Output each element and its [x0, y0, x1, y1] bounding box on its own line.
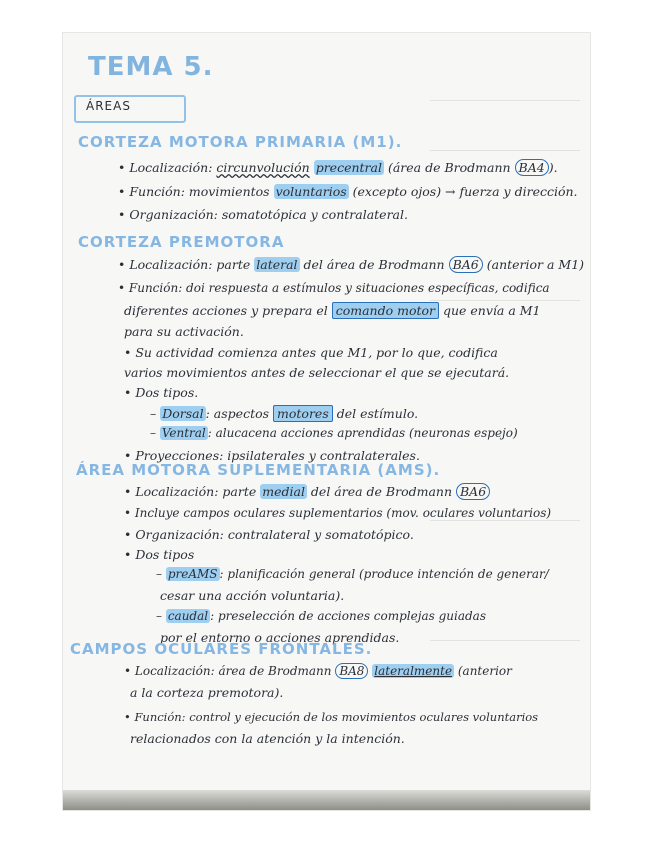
ams-caudal-2: por el entorno o acciones aprendidas.: [160, 630, 400, 645]
pm-proyecciones: • Proyecciones: ipsilaterales y contralaterales.: [124, 448, 420, 463]
page-shadow: [63, 790, 590, 810]
bleed-line: [430, 300, 580, 301]
ams-organizacion: • Organización: contralateral y somatotópico.: [124, 527, 414, 542]
pm-funcion-1: • Función: doi respuesta a estímulos y situaciones específicas, codifica: [118, 281, 550, 295]
pm-funcion-2: diferentes acciones y prepara el comando motor que envía a M1: [124, 303, 541, 318]
ams-preams: – preAMS : planificación general (produce intención de generar/: [156, 567, 549, 581]
ams-dos-tipos: • Dos tipos: [124, 547, 195, 562]
cof-funcion-1: • Función: control y ejecución de los movimientos oculares voluntarios: [124, 710, 539, 724]
section-heading-m1: CORTEZA MOTORA PRIMARIA (M1).: [78, 133, 403, 151]
cof-localizacion-2: a la corteza premotora).: [130, 685, 284, 700]
ba6-tag: BA6: [449, 256, 483, 273]
pm-actividad-1: • Su actividad comienza antes que M1, por lo que, codifica: [124, 345, 498, 360]
section-heading-cof: CAMPOS OCULARES FRONTALES.: [70, 640, 373, 658]
ams-preams-2: cesar una acción voluntaria).: [160, 588, 345, 603]
pm-funcion-3: para su activación.: [124, 324, 244, 339]
m1-localizacion: • Localización: circunvolución precentral (área de Brodmann BA4 ).: [118, 160, 558, 175]
ba8-tag: BA8: [335, 663, 368, 679]
section-heading-ams: ÁREA MOTORA SUPLEMENTARIA (AMS).: [76, 461, 441, 479]
m1-organizacion: • Organización: somatotópica y contralateral.: [118, 207, 408, 222]
cof-localizacion: • Localización: área de Brodmann BA8 lateralmente (anterior: [124, 664, 512, 678]
pm-ventral: – Ventral : alucacena acciones aprendidas (neuronas espejo): [150, 426, 518, 440]
m1-funcion: • Función: movimientos voluntarios (excepto ojos) → fuerza y dirección.: [118, 184, 578, 199]
bleed-line: [430, 100, 580, 101]
page-title: TEMA 5.: [88, 52, 214, 82]
pm-dos-tipos: • Dos tipos.: [124, 385, 199, 400]
ba6-tag-ams: BA6: [456, 483, 490, 500]
bleed-line: [430, 150, 580, 151]
bleed-line: [430, 640, 580, 641]
bleed-line: [430, 520, 580, 521]
pm-localizacion: • Localización: parte lateral del área de Brodmann BA6 (anterior a M1): [118, 257, 585, 272]
pm-actividad-2: varios movimientos antes de seleccionar el que se ejecutará.: [124, 365, 510, 380]
pm-dorsal: – Dorsal : aspectos motores del estímulo.: [150, 406, 419, 421]
ams-caudal: – caudal : preselección de acciones complejas guiadas: [156, 609, 486, 623]
ba4-tag: BA4: [515, 159, 549, 176]
ams-incluye: • Incluye campos oculares suplementarios (mov. oculares voluntarios): [124, 506, 552, 520]
ams-localizacion: • Localización: parte medial del área de Brodmann BA6: [124, 484, 490, 499]
cof-funcion-2: relacionados con la atención y la intención.: [130, 731, 405, 746]
section-heading-premotora: CORTEZA PREMOTORA: [78, 233, 285, 251]
areas-label: ÁREAS: [86, 99, 131, 113]
